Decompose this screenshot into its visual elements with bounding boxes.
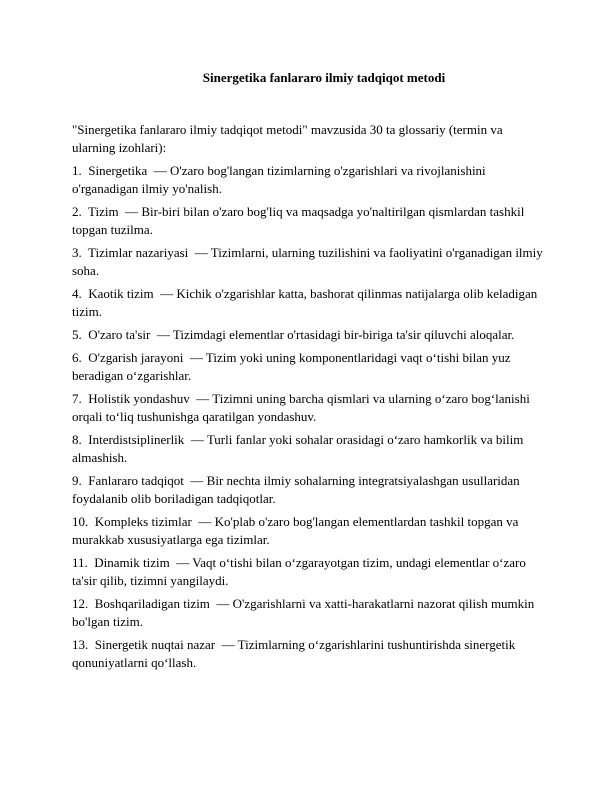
entry-term: Holistik yondashuv (88, 391, 190, 406)
entry-separator: — (153, 163, 167, 178)
entry-term: Boshqariladigan tizim (94, 596, 210, 611)
glossary-list (72, 162, 544, 672)
entry-separator: — (190, 432, 204, 447)
entry-number: 11. (72, 555, 88, 570)
entry-separator: — (216, 596, 230, 611)
entry-separator: — (160, 286, 174, 301)
entry-definition: Tizimlarning o‘zgarishlarini tushuntirishda sinergetik qonuniyatlarni qo‘llash. (72, 637, 516, 670)
entry-term: Tizim (88, 204, 119, 219)
entry-number: 9. (72, 473, 82, 488)
entry-term: Dinamik tizim (94, 555, 170, 570)
entry-separator: — (156, 327, 170, 342)
entry-number: 10. (72, 514, 89, 529)
entry-definition: Vaqt o‘tishi bilan o‘zgarayotgan tizim, undagi elementlar o‘zaro ta'sir qilib, tizimni yangilaydi. (72, 555, 526, 588)
glossary-entry (72, 244, 544, 280)
entry-definition: Tizimni uning barcha qismlari va ularning o‘zaro bog‘lanishi orqali to‘liq tushunishga qaratilgan yondashuv. (72, 391, 530, 424)
glossary-entry (72, 162, 544, 198)
entry-number: 4. (72, 286, 82, 301)
entry-definition: O'zaro bog'langan tizimlarning o'zgarishlari va rivojlanishini o'rganadigan ilmiy yo'nalish. (72, 163, 486, 196)
entry-number: 7. (72, 391, 82, 406)
entry-definition: Tizim yoki uning komponentlaridagi vaqt o‘tishi bilan yuz beradigan o‘zgarishlar. (72, 350, 511, 383)
entry-term: Sinergetik nuqtai nazar (94, 637, 216, 652)
entry-definition: Ko'plab o'zaro bog'langan elementlardan tashkil topgan va murakkab xususiyatlarga ega tizimlar. (72, 514, 519, 547)
glossary-entry (72, 349, 544, 385)
entry-definition: Turli fanlar yoki sohalar orasidagi o‘zaro hamkorlik va bilim almashish. (72, 432, 524, 465)
document-title-text: Sinergetika fanlararo ilmiy tadqiqot metodi (202, 70, 446, 85)
entry-term: O'zaro ta'sir (88, 327, 151, 342)
entry-term: Kaotik tizim (88, 286, 154, 301)
entry-definition: Bir nechta ilmiy sohalarning integratsiyalashgan usullaridan foydalanib olib boriladigan tadqiqotlar. (72, 473, 520, 506)
entry-separator: — (196, 391, 210, 406)
entry-number: 5. (72, 327, 82, 342)
document-body (72, 121, 544, 677)
entry-definition: Tizimlarni, ularning tuzilishini va faoliyatini o'rganadigan ilmiy soha. (72, 245, 543, 278)
entry-separator: — (190, 473, 204, 488)
entry-separator: — (221, 637, 235, 652)
entry-number: 13. (72, 637, 89, 652)
glossary-entry (72, 472, 544, 508)
glossary-entry (72, 431, 544, 467)
glossary-entry (72, 203, 544, 239)
entry-term: O'zgarish jarayoni (88, 350, 184, 365)
glossary-entry (72, 513, 544, 549)
entry-separator: — (198, 514, 212, 529)
entry-term: Tizimlar nazariyasi (88, 245, 189, 260)
glossary-entry (72, 326, 544, 344)
glossary-entry (72, 636, 544, 672)
entry-term: Fanlararo tadqiqot (88, 473, 184, 488)
entry-separator: — (176, 555, 190, 570)
entry-term: Kompleks tizimlar (94, 514, 192, 529)
glossary-entry (72, 390, 544, 426)
entry-definition: Bir-biri bilan o'zaro bog'liq va maqsadga yo'naltirilgan qismlardan tashkil topgan tuzilma. (72, 204, 525, 237)
entry-definition: Kichik o'zgarishlar katta, bashorat qilinmas natijalarga olib keladigan tizim. (72, 286, 538, 319)
entry-number: 2. (72, 204, 82, 219)
entry-separator: — (125, 204, 139, 219)
entry-term: Interdistsiplinerlik (88, 432, 185, 447)
entry-number: 3. (72, 245, 82, 260)
entry-separator: — (194, 245, 208, 260)
entry-number: 1. (72, 163, 82, 178)
intro-paragraph: "Sinergetika fanlararo ilmiy tadqiqot metodi" mavzusida 30 ta glossariy (termin va ularning izohlari): (72, 122, 503, 155)
entry-separator: — (189, 350, 203, 365)
document-title (72, 70, 576, 86)
entry-definition: O'zgarishlarni va xatti-harakatlarni nazorat qilish mumkin bo'lgan tizim. (72, 596, 535, 629)
entry-definition: Tizimdagi elementlar o'rtasidagi bir-biriga ta'sir qiluvchi aloqalar. (172, 327, 515, 342)
entry-number: 6. (72, 350, 82, 365)
glossary-entry (72, 554, 544, 590)
entry-number: 12. (72, 596, 89, 611)
entry-term: Sinergetika (88, 163, 148, 178)
glossary-entry (72, 595, 544, 631)
entry-number: 8. (72, 432, 82, 447)
glossary-entry (72, 285, 544, 321)
